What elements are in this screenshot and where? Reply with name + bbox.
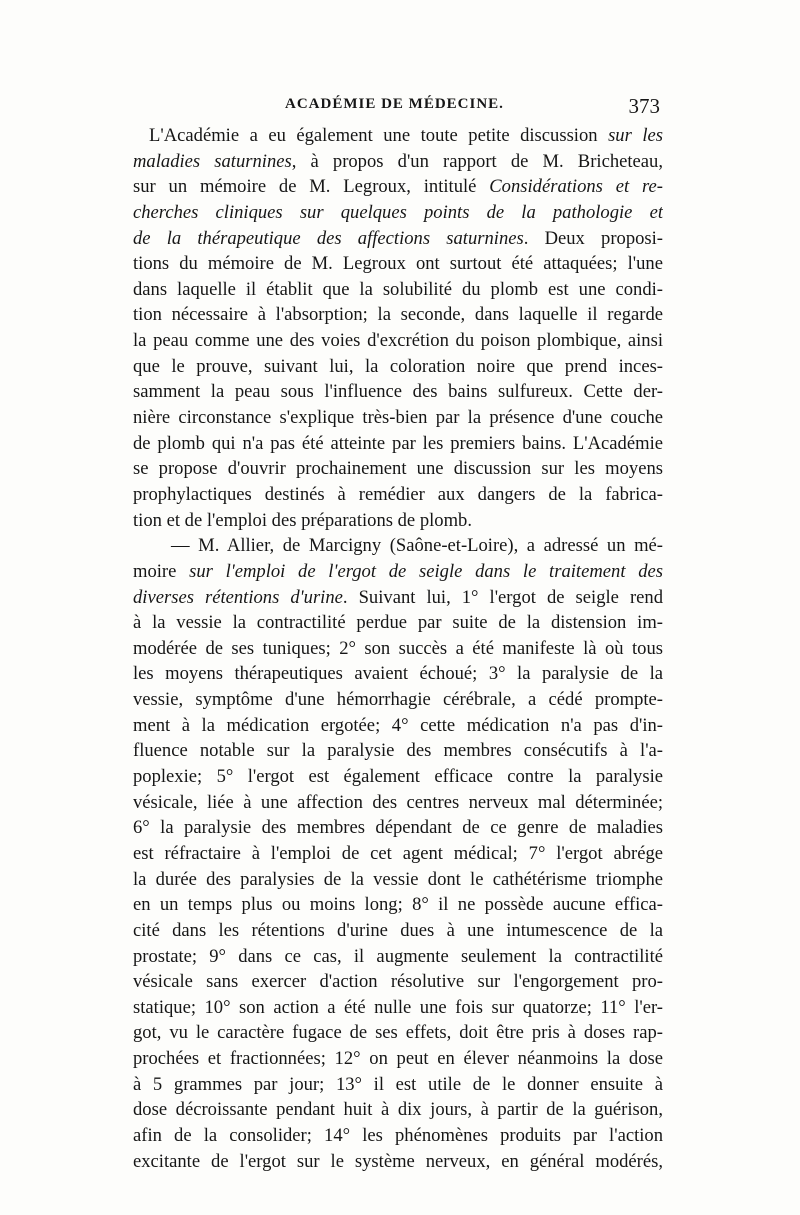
text-line	[133, 1020, 663, 1046]
text-line	[133, 379, 663, 405]
running-head	[150, 96, 660, 122]
text-segment: fluence notable sur la paralysie des membres consécutifs à l'a-	[133, 740, 663, 762]
text-segment: est réfractaire à l'emploi de cet agent médical; 7° l'ergot abrége	[133, 842, 663, 864]
text-line	[133, 661, 663, 687]
page-number: 373	[628, 94, 660, 118]
text-line	[133, 892, 663, 918]
italic-text: diverses rétentions d'urine	[133, 586, 343, 608]
text-segment: 6° la paralysie des membres dépendant de ce genre de maladies	[133, 817, 663, 839]
text-segment: excitante de l'ergot sur le système nerveux, en général modérés,	[133, 1150, 663, 1172]
text-segment: modérée de ses tuniques; 2° son succès a été manifeste là où tous	[133, 637, 663, 659]
text-line	[133, 1072, 663, 1098]
text-segment: afin de la consolider; 14° les phénomènes produits par l'action	[133, 1124, 663, 1146]
text-segment: à 5 grammes par jour; 13° il est utile de le donner ensuite à	[133, 1073, 663, 1095]
text-line	[133, 636, 663, 662]
text-line	[133, 302, 663, 328]
text-segment: en un temps plus ou moins long; 8° il ne possède aucune effica-	[133, 894, 663, 916]
text-segment: tion et de l'emploi des préparations de plomb.	[133, 509, 472, 531]
text-segment: dose décroissante pendant huit à dix jours, à partir de la guérison,	[133, 1099, 663, 1121]
text-segment: tions du mémoire de M. Legroux ont surtout été attaquées; l'une	[133, 253, 663, 275]
text-segment: à la vessie la contractilité perdue par suite de la distension im-	[133, 612, 663, 634]
text-line	[133, 328, 663, 354]
text-line	[133, 149, 663, 175]
text-line	[133, 508, 663, 534]
text-line	[133, 764, 663, 790]
text-segment: ment à la médication ergotée; 4° cette médication n'a pas d'in-	[133, 714, 663, 736]
text-line	[133, 1046, 663, 1072]
text-line	[133, 482, 663, 508]
text-line	[133, 533, 663, 559]
text-line	[133, 687, 663, 713]
text-segment: tion nécessaire à l'absorption; la seconde, dans laquelle il regarde	[133, 304, 663, 326]
text-segment: les moyens thérapeutiques avaient échoué; 3° la paralysie de la	[133, 663, 663, 685]
italic-text: de la thérapeutique des affections saturnines	[133, 227, 524, 249]
text-line	[133, 867, 663, 893]
text-segment: que le prouve, suivant lui, la coloration noire que prend inces-	[133, 355, 663, 377]
text-line	[133, 226, 663, 252]
text-line	[133, 944, 663, 970]
text-line	[133, 405, 663, 431]
text-segment: moire	[133, 560, 190, 582]
text-line	[133, 815, 663, 841]
text-segment: se propose d'ouvrir prochainement une discussion sur les moyens	[133, 458, 663, 480]
text-segment: prostate; 9° dans ce cas, il augmente seulement la contractilité	[133, 945, 663, 967]
text-segment: got, vu le caractère fugace de ses effets, doit être pris à doses rap-	[133, 1022, 663, 1044]
text-segment: . Suivant lui, 1° l'ergot de seigle rend	[342, 586, 663, 608]
text-line	[133, 123, 663, 149]
italic-text: sur l'emploi de l'ergot de seigle dans le traitement des	[189, 560, 663, 582]
text-segment: , à propos d'un rapport de M. Bricheteau,	[291, 150, 663, 172]
body-text	[133, 123, 663, 1174]
text-line	[133, 585, 663, 611]
text-line	[133, 1097, 663, 1123]
text-line	[133, 1149, 663, 1175]
text-line	[133, 918, 663, 944]
text-segment: cité dans les rétentions d'urine dues à une intumescence de la	[133, 919, 663, 941]
text-line	[133, 969, 663, 995]
text-segment: poplexie; 5° l'ergot est également efficace contre la paralysie	[133, 766, 663, 788]
text-segment: prochées et fractionnées; 12° on peut en élever néanmoins la dose	[133, 1048, 663, 1070]
text-segment: la peau comme une des voies d'excrétion du poison plombique, ainsi	[133, 330, 663, 352]
text-segment: vessie, symptôme d'une hémorrhagie cérébrale, a cédé prompte-	[133, 689, 663, 711]
text-line	[133, 841, 663, 867]
text-segment: dans laquelle il établit que la solubilité du plomb est une condi-	[133, 278, 663, 300]
text-segment: L'Académie a eu également une toute petite discussion	[149, 125, 609, 146]
italic-text: Considérations et re-	[489, 176, 663, 198]
text-line	[133, 738, 663, 764]
text-line	[133, 431, 663, 457]
text-line	[133, 251, 663, 277]
italic-text: maladies saturnines	[133, 150, 292, 172]
text-line	[133, 713, 663, 739]
text-line	[133, 790, 663, 816]
text-segment: — M. Allier, de Marcigny (Saône-et-Loire), a adressé un mé-	[171, 535, 663, 557]
text-segment: de plomb qui n'a pas été atteinte par les premiers bains. L'Académie	[133, 432, 663, 454]
text-segment: la durée des paralysies de la vessie dont le cathétérisme triomphe	[133, 868, 663, 890]
text-segment: samment la peau sous l'influence des bains sulfureux. Cette der-	[133, 381, 663, 403]
text-line	[133, 174, 663, 200]
text-line	[133, 1123, 663, 1149]
text-segment: sur un mémoire de M. Legroux, intitulé	[133, 176, 490, 198]
text-line	[133, 610, 663, 636]
running-head-title: ACADÉMIE DE MÉDECINE.	[285, 96, 504, 112]
text-segment: vésicale sans exercer d'action résolutive sur l'engorgement pro-	[133, 971, 663, 993]
text-line	[133, 200, 663, 226]
text-line	[133, 354, 663, 380]
text-line	[133, 456, 663, 482]
text-segment: vésicale, liée à une affection des centres nerveux mal déterminée;	[133, 791, 663, 813]
text-line	[133, 995, 663, 1021]
italic-text: sur les	[608, 125, 663, 146]
text-segment: nière circonstance s'explique très-bien par la présence d'une couche	[133, 407, 663, 429]
text-segment: prophylactiques destinés à remédier aux dangers de la fabrica-	[133, 483, 663, 505]
text-segment: . Deux proposi-	[523, 227, 663, 249]
text-line	[133, 277, 663, 303]
text-segment: statique; 10° son action a été nulle une fois sur quatorze; 11° l'er-	[133, 996, 663, 1018]
text-line	[133, 559, 663, 585]
italic-text: cherches cliniques sur quelques points de la pathologie et	[133, 201, 663, 223]
